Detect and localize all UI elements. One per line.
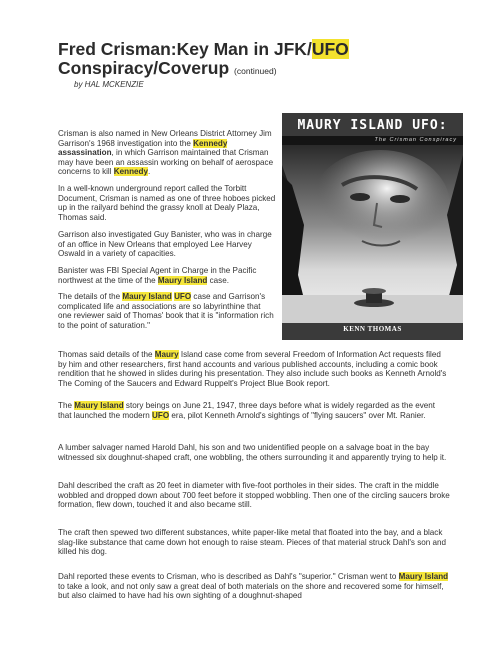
title-line1: Fred Crisman:Key Man in JFK/ [58,39,312,59]
article-title [58,40,438,81]
paragraph-7: The Maury Island story beings on June 21, 1947, three days before what is widely regarded as the event that launched the modern UFO era, pilot Kenneth Arnold's sightings of "flying saucers" over Mt. Ranier. [58,401,436,420]
paragraph-8: A lumber salvager named Harold Dahl, his son and two unidentified people on a salvage boat in the bay witnessed six doughnut-shaped craft, one wobbling, the others surrounding it and apparently trying to help it. [58,443,447,462]
book-cover-author: KENN THOMAS [343,325,402,333]
paragraph-3: Garrison also investigated Guy Banister, who was in charge of an office in New Orleans that employed Lee Harvey Oswald in a variety of capacities. [58,230,272,259]
highlight-maury: Maury [157,275,182,285]
paragraph-9: Dahl described the craft as 20 feet in diameter with five-foot portholes in their sides. The craft in the middle wobbled and dropped down about 700 feet before it stopped wobbling. Then one of the circling saucers broke formation, flew down, touched it and also became still. [58,481,450,510]
highlight-kennedy: Kennedy [193,138,228,148]
paragraph-11: Dahl reported these events to Crisman, who is described as Dahl's "superior." Crisman went to Maury Island to take a look, and not only saw a great deal of both materials on the shore and recovered some for himself, but also claimed to have had his own sighting of a doughnut-shaped [58,572,449,601]
paragraph-1: Crisman is also named in New Orleans District Attorney Jim Garrison's 1968 investigation into the Kennedy assassination, in which Garrison maintained that Crisman may have been an assassin working on behalf of aerospace concerns to kill Kennedy. [58,129,274,177]
book-cover-title: MAURY ISLAND UFO: [297,118,448,133]
highlight-island: Island [148,292,172,301]
highlight-ufo: UFO [174,292,192,301]
paragraph-2: In a well-known underground report called the Torbitt Document, Crisman is named as one of three hoboes picked up in the railyard behind the grassy knoll at Dealy Plaza, Thomas said. [58,184,276,222]
title-ufo-highlight: UFO [311,39,349,59]
book-cover-art [282,145,463,323]
byline: by HAL MCKENZIE [74,80,144,89]
paragraph-10: The craft then spewed two different substances, white paper-like metal that floated into the bay, and a black slag-like substance that came down hot enough to raise steam. Pieces of that material struck Dahl's son and killed his dog. [58,528,447,557]
paragraph-6: Thomas said details of the Maury Island case come from several Freedom of Information Act requests filed by him and other researchers, first hand accounts and various published accounts, including a comic book rendition that he showed in slides during his presentation. They also include such books as Kenneth Arnold's The Coming of the Saucers and Edward Ruppelt's Project Blue Book report. [58,350,447,388]
paragraph-4: Banister was FBI Special Agent in Charge in the Pacific northwest at the time of the Maury Island case. [58,266,257,285]
paragraph-5: The details of the Maury Island UFO case and Garrison's complicated life and associations are so labyrinthine that one reviewer said of Thomas' book that it is "information rich to the point of saturation." [58,292,274,330]
highlight-ufo: UFO [152,410,170,420]
highlight-island: Island [100,401,124,410]
highlight-island: Island [424,572,449,581]
highlight-maury: Maury [122,292,147,301]
book-cover-subtitle: The Crisman Conspiracy [282,136,463,145]
highlight-maury: Maury [398,572,423,581]
highlight-island: Island [183,275,208,285]
title-line2: Conspiracy/Coverup [58,58,230,78]
title-continued: (continued) [234,66,277,76]
book-cover-image [282,113,463,340]
highlight-maury: Maury [154,350,179,359]
highlight-maury: Maury [74,401,99,410]
highlight-kennedy: Kennedy [113,167,148,177]
